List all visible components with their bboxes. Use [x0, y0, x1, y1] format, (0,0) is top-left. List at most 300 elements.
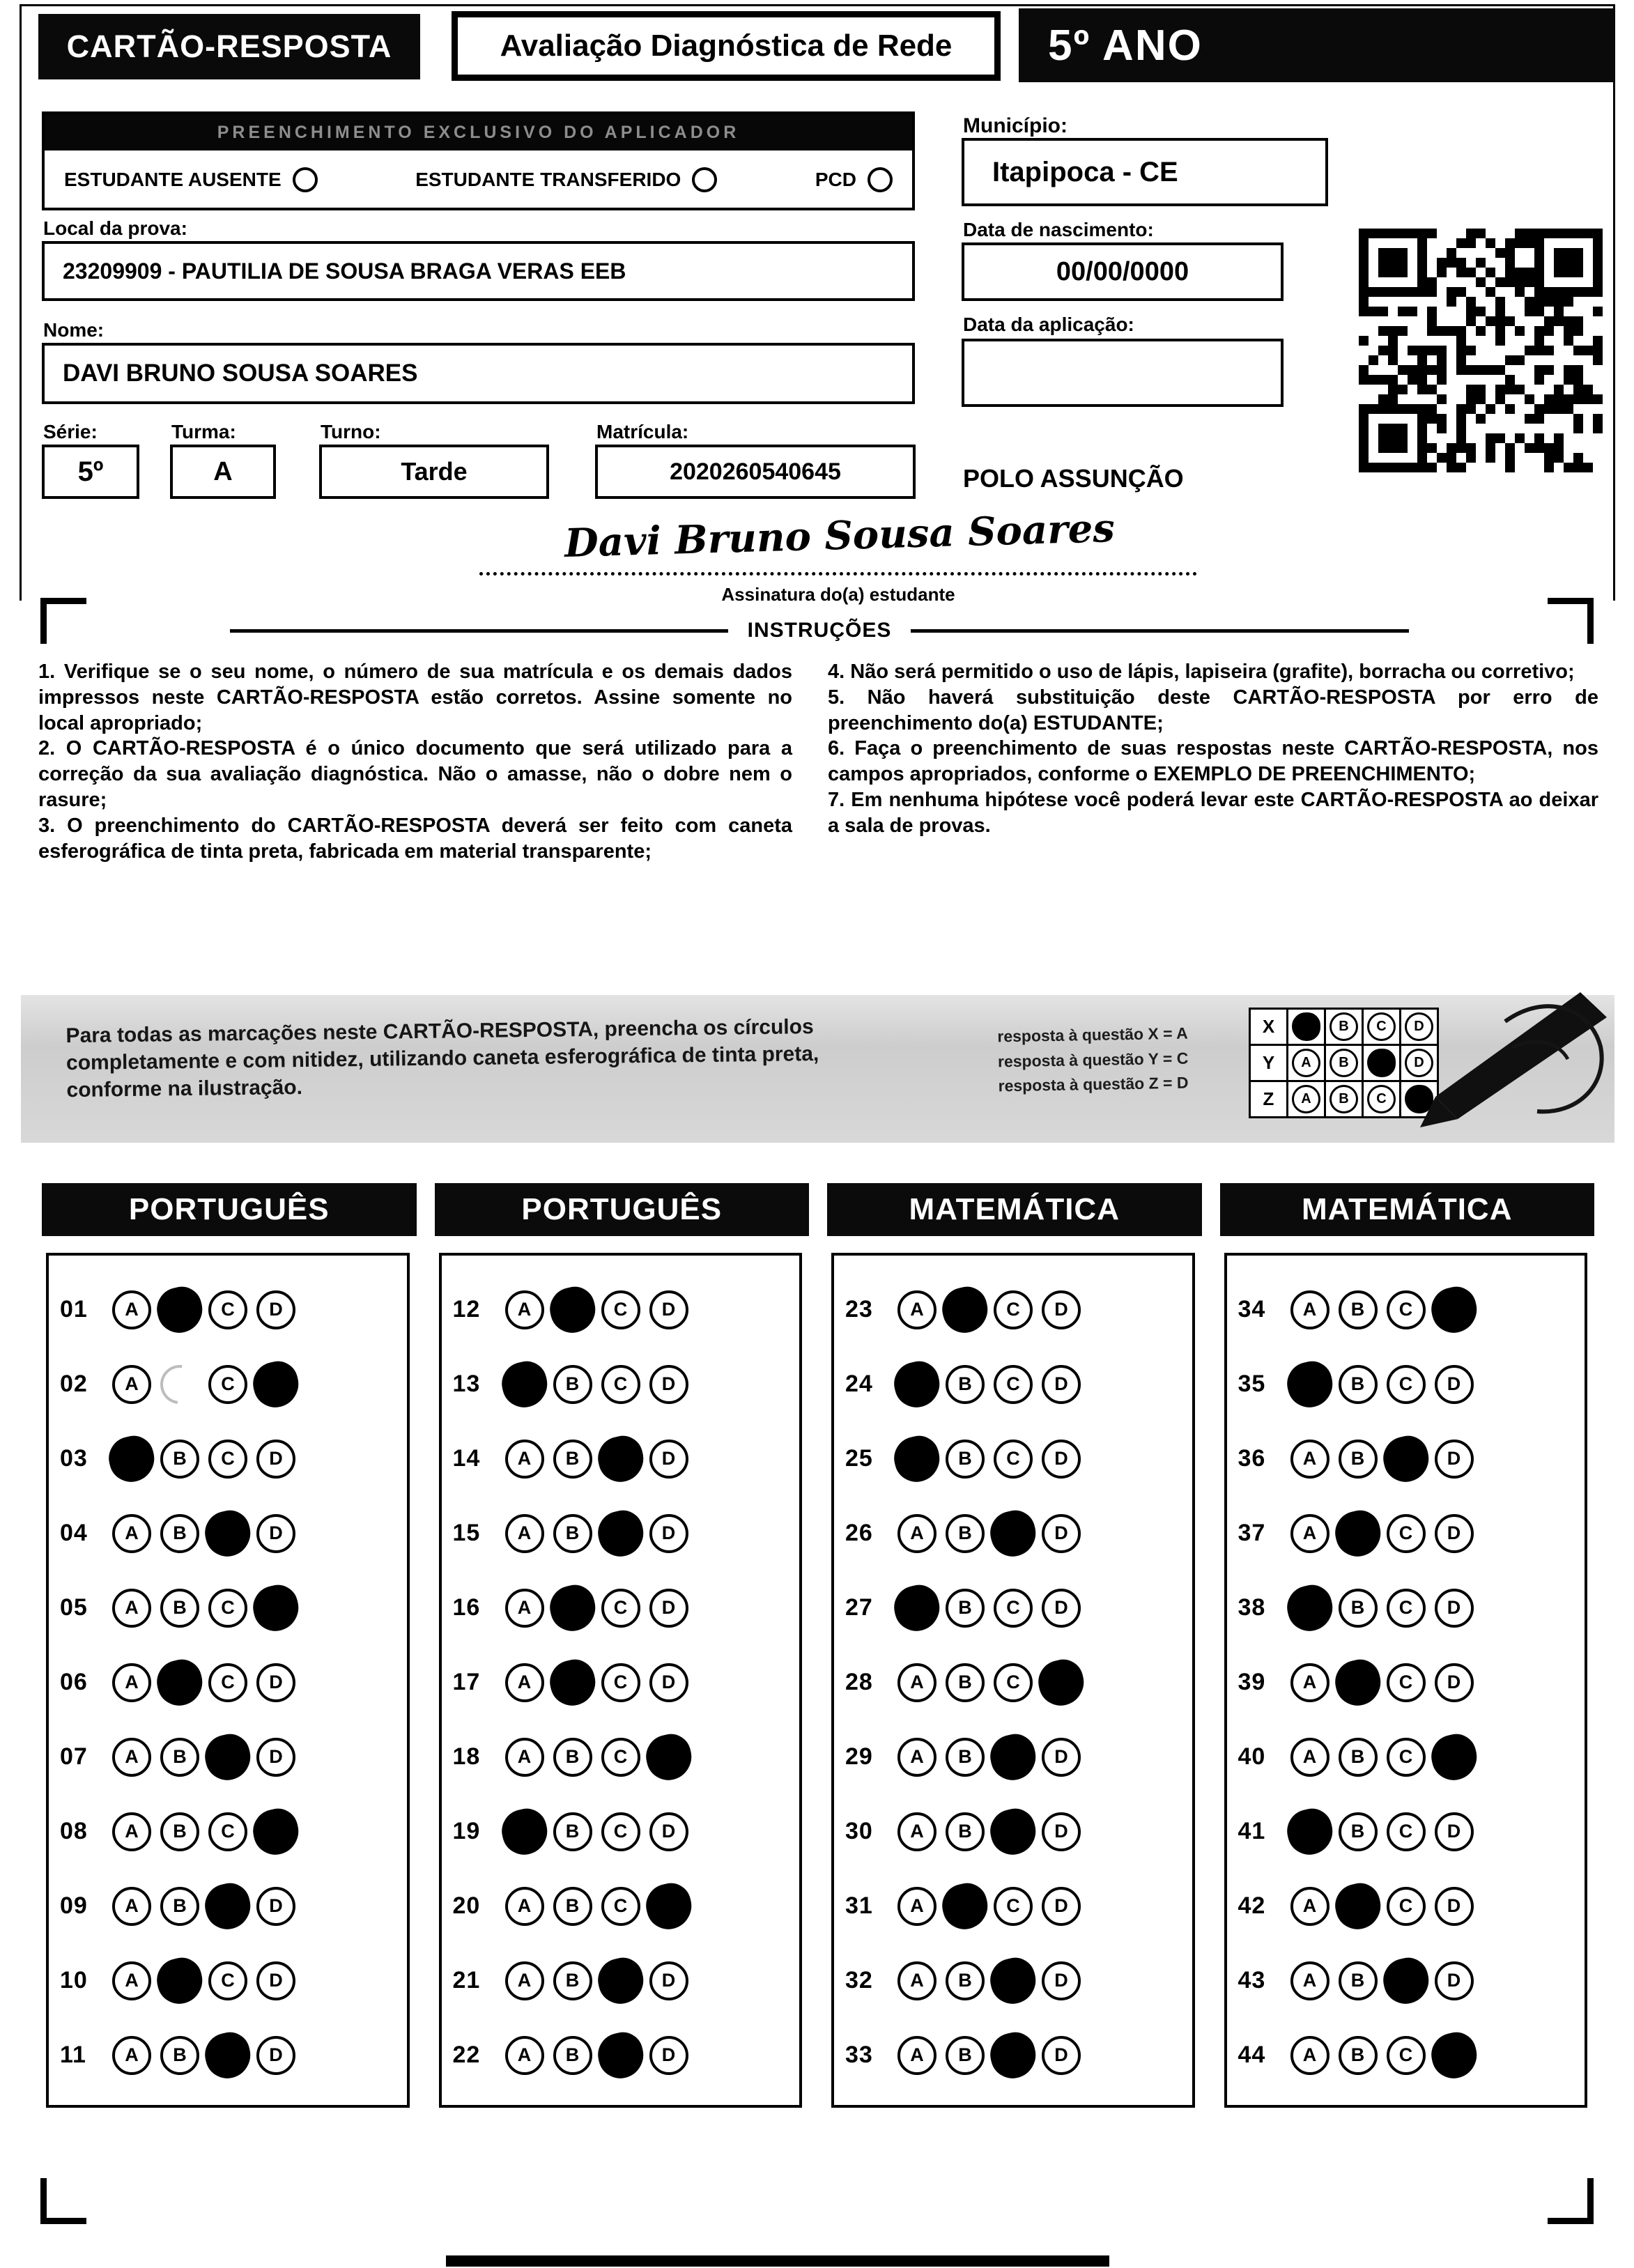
serie-field: [42, 445, 139, 499]
bubble-q25-C[interactable]: C: [994, 1440, 1033, 1479]
bubble-q13-A[interactable]: [497, 1357, 552, 1412]
example-text: Para todas as marcações neste CARTÃO-RESPOSTA, preencha os círculos completamente e com nitidez, utilizando caneta esferográfica de tinta preta, conforme na ilustração.: [65, 1015, 819, 1102]
bubble-q35-C[interactable]: C: [1387, 1365, 1426, 1404]
bubble-q08-A[interactable]: A: [112, 1812, 151, 1851]
bubble-q28-D[interactable]: [1034, 1655, 1089, 1710]
bubble-q07-A[interactable]: A: [112, 1738, 151, 1777]
bubble-q14-C[interactable]: [593, 1431, 648, 1486]
bubble-q02-C[interactable]: C: [208, 1365, 247, 1404]
example-cell: [1286, 1080, 1326, 1118]
bubble-q39-B[interactable]: [1330, 1655, 1385, 1710]
bubble-q14-A[interactable]: A: [505, 1440, 544, 1479]
answer-section-title: PORTUGUÊS: [42, 1183, 417, 1236]
example-legend: [997, 1021, 1189, 1100]
bubble-q15-B[interactable]: B: [553, 1514, 592, 1553]
bubble-q41-C[interactable]: C: [1387, 1812, 1426, 1851]
bubble-q03-B[interactable]: B: [160, 1440, 199, 1479]
bubble-q33-D[interactable]: D: [1042, 2036, 1081, 2075]
bubble-q33-B[interactable]: B: [946, 2036, 985, 2075]
example-row-label: X: [1249, 1008, 1288, 1046]
bubble-q16-B[interactable]: [545, 1580, 600, 1635]
bubble-q08-C[interactable]: C: [208, 1812, 247, 1851]
bubble-q10-C[interactable]: C: [208, 1961, 247, 2000]
bubble-q13-B[interactable]: B: [553, 1365, 592, 1404]
bubble-q39-A[interactable]: A: [1290, 1663, 1329, 1702]
bubble-q31-D[interactable]: D: [1042, 1887, 1081, 1926]
bubble-q05-B[interactable]: B: [160, 1589, 199, 1628]
bubble-q21-D[interactable]: D: [649, 1961, 688, 2000]
matricula-value: 2020260540645: [670, 458, 841, 485]
bubble-q17-A[interactable]: A: [505, 1663, 544, 1702]
example-bubble-Y-C: [1367, 1049, 1396, 1077]
question-row-29: [834, 1720, 1192, 1794]
question-row-39: [1227, 1645, 1585, 1720]
bubble-q37-B[interactable]: [1330, 1506, 1385, 1561]
applicator-options: [45, 151, 912, 209]
bubble-q38-A[interactable]: [1282, 1580, 1337, 1635]
question-number: 10: [60, 1967, 88, 1993]
bubble-q12-C[interactable]: C: [601, 1290, 640, 1329]
bubble-q05-C[interactable]: C: [208, 1589, 247, 1628]
bubble-q30-D[interactable]: D: [1042, 1812, 1081, 1851]
applicator-section: [42, 111, 915, 210]
bubble-q07-D[interactable]: D: [256, 1738, 295, 1777]
question-number: 08: [60, 1818, 88, 1844]
form-title: CARTÃO-RESPOSTA: [38, 14, 420, 79]
bubble-q40-A[interactable]: A: [1290, 1738, 1329, 1777]
bubble-q15-A[interactable]: A: [505, 1514, 544, 1553]
bubble-q31-A[interactable]: A: [897, 1887, 937, 1926]
bubble-q19-D[interactable]: D: [649, 1812, 688, 1851]
question-number: 05: [60, 1594, 88, 1621]
question-row-32: [834, 1943, 1192, 2018]
question-number: 21: [452, 1967, 481, 1993]
question-row-19: [442, 1794, 800, 1869]
nascimento-field: [962, 242, 1284, 301]
bubble-q23-C[interactable]: C: [994, 1290, 1033, 1329]
example-bubble-Y-A: A: [1292, 1049, 1320, 1077]
bubble-q34-D[interactable]: [1426, 1282, 1481, 1337]
nome-value: DAVI BRUNO SOUSA SOARES: [63, 360, 418, 387]
bubble-q43-C[interactable]: [1378, 1953, 1433, 2008]
bubble-q39-C[interactable]: C: [1387, 1663, 1426, 1702]
bubble-q13-D[interactable]: D: [649, 1365, 688, 1404]
question-row-13: [442, 1347, 800, 1421]
bubble-q37-C[interactable]: C: [1387, 1514, 1426, 1553]
bubble-q41-B[interactable]: B: [1339, 1812, 1378, 1851]
example-cell: [1286, 1044, 1326, 1082]
question-row-03: [49, 1421, 407, 1496]
bubble-q09-B[interactable]: B: [160, 1887, 199, 1926]
question-number: 25: [845, 1445, 873, 1472]
bubble-q22-D[interactable]: D: [649, 2036, 688, 2075]
example-cell: [1362, 1044, 1401, 1082]
bubble-q44-B[interactable]: B: [1339, 2036, 1378, 2075]
question-number: 41: [1238, 1818, 1266, 1844]
question-number: 37: [1238, 1520, 1266, 1546]
option-label: ESTUDANTE TRANSFERIDO: [415, 169, 681, 190]
bubble-q04-C[interactable]: [201, 1506, 256, 1561]
answer-section-title: MATEMÁTICA: [1220, 1183, 1595, 1236]
bubble-q08-D[interactable]: [249, 1804, 304, 1859]
bubble-q19-C[interactable]: C: [601, 1812, 640, 1851]
question-number: 28: [845, 1669, 873, 1695]
bubble-q21-C[interactable]: [593, 1953, 648, 2008]
bubble-q16-D[interactable]: D: [649, 1589, 688, 1628]
question-row-42: [1227, 1869, 1585, 1943]
nome-field: [42, 343, 915, 404]
question-number: 33: [845, 2042, 873, 2068]
bubble-q30-A[interactable]: A: [897, 1812, 937, 1851]
question-row-35: [1227, 1347, 1585, 1421]
bubble-q36-C[interactable]: [1378, 1431, 1433, 1486]
local-field: [42, 241, 915, 301]
question-number: 34: [1238, 1296, 1266, 1322]
bubble-q16-C[interactable]: C: [601, 1589, 640, 1628]
bubble-q26-A[interactable]: A: [897, 1514, 937, 1553]
bubble-q30-C[interactable]: [986, 1804, 1041, 1859]
nascimento-label: Data de nascimento:: [963, 219, 1154, 240]
signature-line: [479, 534, 1197, 576]
bubble-q24-B[interactable]: B: [946, 1365, 985, 1404]
question-number: 39: [1238, 1669, 1266, 1695]
turno-field: [319, 445, 549, 499]
question-number: 29: [845, 1743, 873, 1770]
example-bubble-Z-C: C: [1367, 1085, 1396, 1113]
bubble-q43-B[interactable]: B: [1339, 1961, 1378, 2000]
example-bubble-X-B: B: [1329, 1012, 1358, 1041]
bubble-q26-B[interactable]: B: [946, 1514, 985, 1553]
example-cell: [1324, 1080, 1364, 1118]
bubble-q27-B[interactable]: B: [946, 1589, 985, 1628]
bubble-q36-B[interactable]: B: [1339, 1440, 1378, 1479]
bubble-q21-B[interactable]: B: [553, 1961, 592, 2000]
question-row-28: [834, 1645, 1192, 1720]
question-number: 35: [1238, 1371, 1266, 1397]
question-number: 15: [452, 1520, 481, 1546]
aplicacao-label: Data da aplicação:: [963, 314, 1134, 335]
bubble-q25-D[interactable]: D: [1042, 1440, 1081, 1479]
grade-badge: 5º ANO: [1019, 8, 1614, 82]
question-row-34: [1227, 1272, 1585, 1347]
bubble-q07-C[interactable]: [201, 1729, 256, 1784]
bubble-q09-D[interactable]: D: [256, 1887, 295, 1926]
bubble-q26-D[interactable]: D: [1042, 1514, 1081, 1553]
bubble-q03-A[interactable]: [105, 1431, 160, 1486]
bubble-q07-B[interactable]: B: [160, 1738, 199, 1777]
bubble-q18-C[interactable]: C: [601, 1738, 640, 1777]
answer-section-3: [827, 1183, 1202, 2108]
bubble-q29-C[interactable]: [986, 1729, 1041, 1784]
aplicacao-field: [962, 339, 1284, 407]
bubble-q34-A[interactable]: A: [1290, 1290, 1329, 1329]
bubble-q12-B[interactable]: [545, 1282, 600, 1337]
bubble-q43-A[interactable]: A: [1290, 1961, 1329, 2000]
nascimento-value: 00/00/0000: [1056, 256, 1189, 286]
bubble-q06-A[interactable]: A: [112, 1663, 151, 1702]
bubble-q10-B[interactable]: [153, 1953, 208, 2008]
bubble-q10-D[interactable]: D: [256, 1961, 295, 2000]
bubble-q44-C[interactable]: C: [1387, 2036, 1426, 2075]
question-row-40: [1227, 1720, 1585, 1794]
radio-estudante-ausente[interactable]: [293, 167, 318, 192]
bubble-q23-D[interactable]: D: [1042, 1290, 1081, 1329]
bubble-q29-B[interactable]: B: [946, 1738, 985, 1777]
bubble-q42-A[interactable]: A: [1290, 1887, 1329, 1926]
answer-section-title: MATEMÁTICA: [827, 1183, 1202, 1236]
bubble-q24-C[interactable]: C: [994, 1365, 1033, 1404]
bubble-q04-D[interactable]: D: [256, 1514, 295, 1553]
bubble-q37-A[interactable]: A: [1290, 1514, 1329, 1553]
question-number: 27: [845, 1594, 873, 1621]
bubble-q13-C[interactable]: C: [601, 1365, 640, 1404]
pen-hand-illustration: [1401, 981, 1610, 1131]
question-number: 20: [452, 1892, 481, 1919]
question-row-11: [49, 2018, 407, 2092]
question-row-07: [49, 1720, 407, 1794]
bubble-q36-A[interactable]: A: [1290, 1440, 1329, 1479]
bubble-q40-C[interactable]: C: [1387, 1738, 1426, 1777]
bubble-q12-D[interactable]: D: [649, 1290, 688, 1329]
bubble-q23-B[interactable]: [938, 1282, 993, 1337]
bubble-q38-C[interactable]: C: [1387, 1589, 1426, 1628]
bubble-q03-D[interactable]: D: [256, 1440, 295, 1479]
bubble-q25-A[interactable]: [890, 1431, 945, 1486]
bubble-q16-A[interactable]: A: [505, 1589, 544, 1628]
signature-label: Assinatura do(a) estudante: [721, 584, 955, 605]
bubble-q31-C[interactable]: C: [994, 1887, 1033, 1926]
bubble-q09-C[interactable]: [201, 1879, 256, 1934]
serie-value: 5º: [77, 456, 104, 487]
bubble-q36-D[interactable]: D: [1435, 1440, 1474, 1479]
bubble-q33-A[interactable]: A: [897, 2036, 937, 2075]
bubble-q11-B[interactable]: B: [160, 2036, 199, 2075]
question-row-41: [1227, 1794, 1585, 1869]
bubble-q35-D[interactable]: D: [1435, 1365, 1474, 1404]
bubble-q34-C[interactable]: C: [1387, 1290, 1426, 1329]
divider: [911, 629, 1409, 633]
bubble-q40-D[interactable]: [1426, 1729, 1481, 1784]
bubble-q14-D[interactable]: D: [649, 1440, 688, 1479]
question-number: 14: [452, 1445, 481, 1472]
serie-label: Série:: [43, 421, 98, 442]
bubble-q29-A[interactable]: A: [897, 1738, 937, 1777]
municipio-value: Itapipoca - CE: [992, 156, 1178, 187]
question-number: 18: [452, 1743, 481, 1770]
bubble-q38-B[interactable]: B: [1339, 1589, 1378, 1628]
bubble-q17-D[interactable]: D: [649, 1663, 688, 1702]
bubble-q15-C[interactable]: [593, 1506, 648, 1561]
bubble-q24-A[interactable]: [890, 1357, 945, 1412]
question-row-04: [49, 1496, 407, 1571]
bubble-q20-D[interactable]: [641, 1879, 696, 1934]
radio-pcd[interactable]: [868, 167, 893, 192]
bubble-q11-A[interactable]: A: [112, 2036, 151, 2075]
example-cell: [1324, 1008, 1364, 1046]
bubble-q30-B[interactable]: B: [946, 1812, 985, 1851]
applicator-bar-title: PREENCHIMENTO EXCLUSIVO DO APLICADOR: [45, 114, 912, 151]
bubble-q26-C[interactable]: [986, 1506, 1041, 1561]
bubble-q20-B[interactable]: B: [553, 1887, 592, 1926]
bubble-q32-B[interactable]: B: [946, 1961, 985, 2000]
bubble-q23-A[interactable]: A: [897, 1290, 937, 1329]
bubble-q06-C[interactable]: C: [208, 1663, 247, 1702]
bubble-q35-B[interactable]: B: [1339, 1365, 1378, 1404]
bubble-q01-C[interactable]: C: [208, 1290, 247, 1329]
question-row-21: [442, 1943, 800, 2018]
bubble-q24-D[interactable]: D: [1042, 1365, 1081, 1404]
bubble-q12-A[interactable]: A: [505, 1290, 544, 1329]
question-number: 44: [1238, 2042, 1266, 2068]
question-number: 16: [452, 1594, 481, 1621]
exam-title: Avaliação Diagnóstica de Rede: [452, 11, 1001, 81]
bubble-q15-D[interactable]: D: [649, 1514, 688, 1553]
answer-section-1: [42, 1183, 417, 2108]
legend-line: resposta à questão Y = C: [997, 1049, 1189, 1071]
question-row-12: [442, 1272, 800, 1347]
bubble-q01-B[interactable]: [153, 1282, 208, 1337]
question-number: 04: [60, 1520, 88, 1546]
bubble-q21-A[interactable]: A: [505, 1961, 544, 2000]
bubble-q20-A[interactable]: A: [505, 1887, 544, 1926]
answer-section-2: [435, 1183, 810, 2108]
bubble-q18-A[interactable]: A: [505, 1738, 544, 1777]
question-row-02: [49, 1347, 407, 1421]
bubble-q18-B[interactable]: B: [553, 1738, 592, 1777]
bubble-q43-D[interactable]: D: [1435, 1961, 1474, 2000]
question-number: 11: [60, 2042, 86, 2068]
radio-estudante-transferido[interactable]: [692, 167, 717, 192]
bubble-q19-A[interactable]: [497, 1804, 552, 1859]
example-row-label: Y: [1249, 1044, 1288, 1082]
bubble-q22-B[interactable]: B: [553, 2036, 592, 2075]
bubble-q35-A[interactable]: [1282, 1357, 1337, 1412]
bubble-q27-A[interactable]: [890, 1580, 945, 1635]
bubble-q28-C[interactable]: C: [994, 1663, 1033, 1702]
bubble-q33-C[interactable]: [986, 2028, 1041, 2083]
registration-mark-bottom-left: [40, 2178, 86, 2224]
question-row-23: [834, 1272, 1192, 1347]
bubble-q40-B[interactable]: B: [1339, 1738, 1378, 1777]
legend-line: resposta à questão X = A: [997, 1024, 1188, 1046]
question-number: 09: [60, 1892, 88, 1919]
question-row-38: [1227, 1571, 1585, 1645]
bubble-q06-D[interactable]: D: [256, 1663, 295, 1702]
bubble-q34-B[interactable]: B: [1339, 1290, 1378, 1329]
bubble-q06-B[interactable]: [153, 1655, 208, 1710]
bubble-q41-A[interactable]: [1282, 1804, 1337, 1859]
example-bubble-Y-D: D: [1405, 1049, 1433, 1077]
turma-value: A: [213, 456, 233, 486]
example-cell: [1324, 1044, 1364, 1082]
turno-label: Turno:: [321, 421, 381, 442]
bubble-q42-D[interactable]: D: [1435, 1887, 1474, 1926]
bubble-q02-B[interactable]: [153, 1357, 208, 1412]
bubble-q01-A[interactable]: A: [112, 1290, 151, 1329]
bubble-q05-D[interactable]: [249, 1580, 304, 1635]
bubble-q22-C[interactable]: [593, 2028, 648, 2083]
turma-label: Turma:: [171, 421, 236, 442]
bubble-q03-C[interactable]: C: [208, 1440, 247, 1479]
bubble-q22-A[interactable]: A: [505, 2036, 544, 2075]
bubble-q32-C[interactable]: [986, 1953, 1041, 2008]
bubble-q41-D[interactable]: D: [1435, 1812, 1474, 1851]
question-row-05: [49, 1571, 407, 1645]
bubble-q39-D[interactable]: D: [1435, 1663, 1474, 1702]
option-estudante-ausente: [64, 167, 318, 192]
bubble-q42-B[interactable]: [1330, 1879, 1385, 1934]
bubble-q04-A[interactable]: A: [112, 1514, 151, 1553]
question-row-30: [834, 1794, 1192, 1869]
bubble-q05-A[interactable]: A: [112, 1589, 151, 1628]
bubble-q37-D[interactable]: D: [1435, 1514, 1474, 1553]
bubble-q44-D[interactable]: [1426, 2028, 1481, 2083]
bubble-q11-D[interactable]: D: [256, 2036, 295, 2075]
question-row-18: [442, 1720, 800, 1794]
example-cell: [1362, 1008, 1401, 1046]
bubble-q44-A[interactable]: A: [1290, 2036, 1329, 2075]
bubble-q31-B[interactable]: [938, 1879, 993, 1934]
bubble-q19-B[interactable]: B: [553, 1812, 592, 1851]
bubble-q27-D[interactable]: D: [1042, 1589, 1081, 1628]
bubble-q18-D[interactable]: [641, 1729, 696, 1784]
bubble-q08-B[interactable]: B: [160, 1812, 199, 1851]
bubble-q27-C[interactable]: C: [994, 1589, 1033, 1628]
bubble-q17-B[interactable]: [545, 1655, 600, 1710]
bubble-q04-B[interactable]: B: [160, 1514, 199, 1553]
question-number: 01: [60, 1296, 88, 1322]
question-row-17: [442, 1645, 800, 1720]
question-number: 24: [845, 1371, 873, 1397]
bubble-q02-D[interactable]: [249, 1357, 304, 1412]
bubble-q01-D[interactable]: D: [256, 1290, 295, 1329]
bubble-q20-C[interactable]: C: [601, 1887, 640, 1926]
question-row-25: [834, 1421, 1192, 1496]
instruction-item: 1. Verifique se o seu nome, o número de sua matrícula e os demais dados impressos neste CARTÃO-RESPOSTA estão corretos. Assine somente no local apropriado;: [38, 661, 792, 734]
bubble-q32-D[interactable]: D: [1042, 1961, 1081, 2000]
registration-mark-top-left: [40, 598, 86, 644]
bubble-q17-C[interactable]: C: [601, 1663, 640, 1702]
instruction-item: 7. Em nenhuma hipótese você poderá levar este CARTÃO-RESPOSTA ao deixar a sala de provas.: [828, 789, 1598, 837]
example-bubble-Z-A: A: [1292, 1085, 1320, 1113]
divider: [230, 629, 728, 633]
bubble-q32-A[interactable]: A: [897, 1961, 937, 2000]
bubble-q09-A[interactable]: A: [112, 1887, 151, 1926]
question-row-06: [49, 1645, 407, 1720]
bubble-q38-D[interactable]: D: [1435, 1589, 1474, 1628]
example-bubble-X-C: C: [1367, 1012, 1396, 1041]
question-number: 23: [845, 1296, 873, 1322]
instructions-titlebar: [230, 619, 1409, 642]
example-row-label: Z: [1249, 1080, 1288, 1118]
bubble-q28-B[interactable]: B: [946, 1663, 985, 1702]
bubble-q14-B[interactable]: B: [553, 1440, 592, 1479]
question-number: 32: [845, 1967, 873, 1993]
bubble-q10-A[interactable]: A: [112, 1961, 151, 2000]
bubble-q29-D[interactable]: D: [1042, 1738, 1081, 1777]
question-number: 30: [845, 1818, 873, 1844]
question-number: 03: [60, 1445, 88, 1472]
bubble-q28-A[interactable]: A: [897, 1663, 937, 1702]
bubble-q25-B[interactable]: B: [946, 1440, 985, 1479]
bubble-q42-C[interactable]: C: [1387, 1887, 1426, 1926]
question-number: 13: [452, 1371, 481, 1397]
question-row-15: [442, 1496, 800, 1571]
answer-section-title: PORTUGUÊS: [435, 1183, 810, 1236]
bubble-q11-C[interactable]: [201, 2028, 256, 2083]
bubble-q02-A[interactable]: A: [112, 1365, 151, 1404]
question-number: 36: [1238, 1445, 1266, 1472]
